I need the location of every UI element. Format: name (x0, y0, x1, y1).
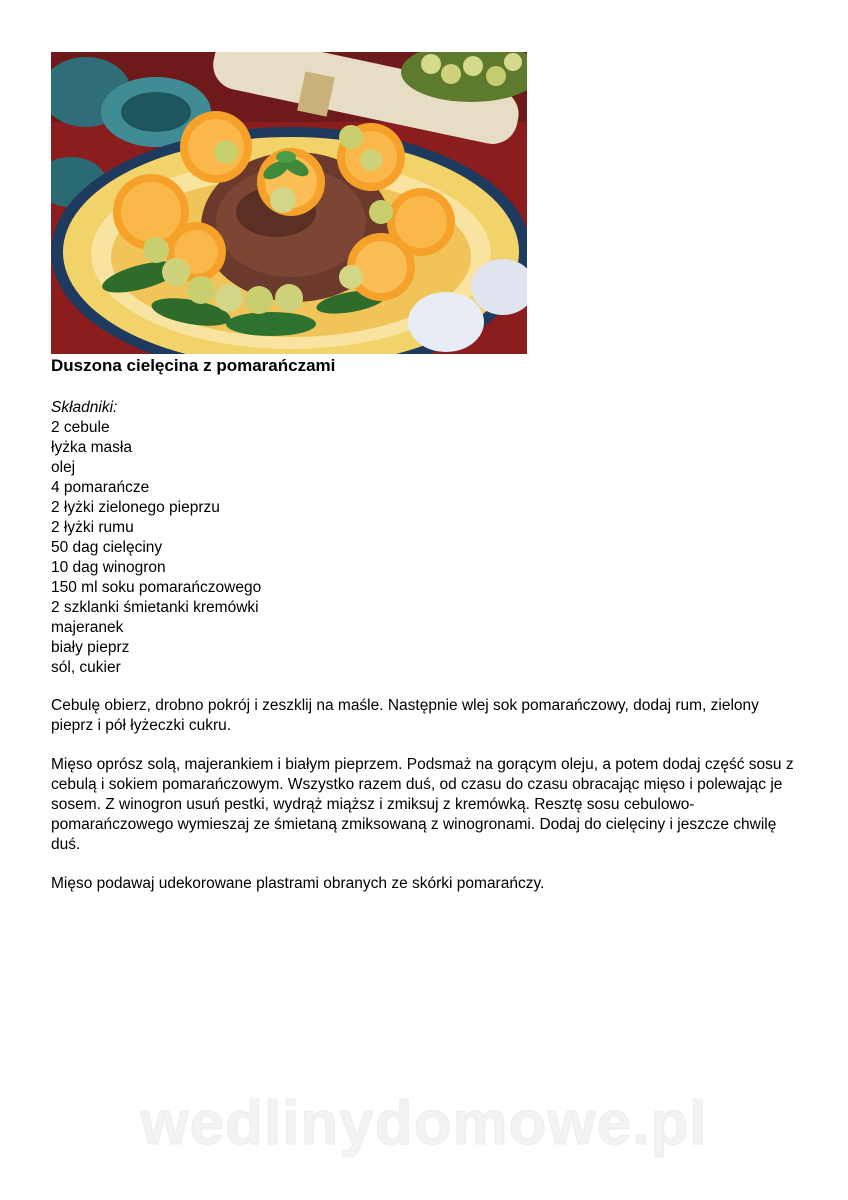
preparation-step-3: Mięso podawaj udekorowane plastrami obranych ze skórki pomarańczy. (51, 875, 545, 892)
ingredient-item: majeranek (51, 619, 124, 636)
ingredient-item: 2 szklanki śmietanki kremówki (51, 599, 259, 616)
ingredient-item: 10 dag winogron (51, 559, 166, 576)
dish-photo (51, 52, 527, 354)
site-watermark: wedlinydomowe.pl (140, 1089, 708, 1158)
ingredient-item: 2 łyżki zielonego pieprzu (51, 499, 220, 516)
ingredient-item: 50 dag cielęciny (51, 539, 163, 556)
ingredient-item: 4 pomarańcze (51, 479, 150, 496)
ingredients-list (51, 418, 261, 678)
ingredients-heading: Składniki: (51, 399, 118, 416)
ingredient-item: 2 łyżki rumu (51, 519, 134, 536)
ingredient-item: biały pieprz (51, 639, 130, 656)
ingredient-item: sól, cukier (51, 659, 121, 676)
ingredient-item: 150 ml soku pomarańczowego (51, 579, 262, 596)
preparation-step-2: Mięso oprósz solą, majerankiem i białym pieprzem. Podsmaż na gorącym oleju, a potem dodaj część sosu z cebulą i sokiem pomarańczowym. Wszystko razem duś, od czasu do czasu obracając mięso i polewając je sosem. Z winogron usuń pestki, wydrąż miąższ i zmiksuj z kremówką. Resztę sosu cebulowo-pomarańczowego wymieszaj ze śmietaną zmiksowaną z winogronami. Dodaj do cielęciny i jeszcze chwilę duś. (51, 756, 794, 853)
ingredient-item: 2 cebule (51, 419, 110, 436)
ingredient-item: łyżka masła (51, 439, 132, 456)
recipe-title: Duszona cielęcina z pomarańczami (51, 356, 336, 375)
ingredient-item: olej (51, 459, 76, 476)
preparation-step-1: Cebulę obierz, drobno pokrój i zeszklij na maśle. Następnie wlej sok pomarańczowy, dodaj rum, zielony pieprz i pół łyżeczki cukru. (51, 697, 759, 734)
